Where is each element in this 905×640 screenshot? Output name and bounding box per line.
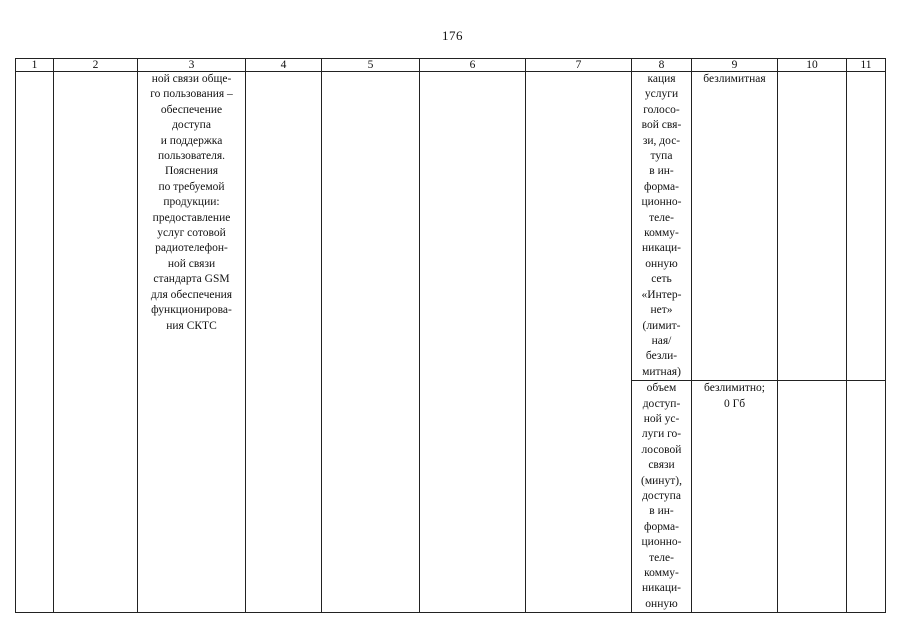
cell-col8-characteristic: [632, 72, 692, 381]
text-line: «Интер-: [641, 288, 682, 301]
column-header-6: 6: [420, 59, 526, 72]
text-line: го пользования –: [150, 88, 233, 101]
cell-col6: [420, 72, 526, 613]
specification-table: [15, 58, 886, 613]
cell-col11: [847, 72, 886, 381]
text-line: в ин-: [649, 165, 674, 178]
text-line: пользователя.: [157, 150, 226, 163]
text-line: связи: [648, 459, 675, 472]
text-line: никаци-: [642, 242, 681, 255]
text-line: доступа: [642, 489, 681, 502]
text-line: комму-: [644, 227, 679, 240]
text-line: голосо-: [643, 103, 680, 116]
cell-col10: [778, 381, 847, 613]
cell-col9-value: [692, 381, 778, 613]
column-header-7: 7: [526, 59, 632, 72]
cell-col3-description: [138, 72, 246, 613]
column-header-2: 2: [54, 59, 138, 72]
column-header-10: 10: [778, 59, 847, 72]
text-line: онную: [645, 257, 678, 270]
column-header-5: 5: [322, 59, 420, 72]
text-line: форма-: [644, 180, 679, 193]
text-line: форма-: [644, 520, 679, 533]
cell-col1: [16, 72, 54, 613]
text-line: ния СКТС: [166, 319, 217, 332]
text-line: нет»: [650, 304, 673, 317]
text-line: теле-: [649, 211, 674, 224]
text-line: функционирова-: [151, 304, 232, 317]
column-header-9: 9: [692, 59, 778, 72]
text-line: ная/: [651, 334, 672, 347]
text-line: доступ-: [642, 397, 681, 410]
text-line: ной ус-: [643, 412, 680, 425]
column-header-3: 3: [138, 59, 246, 72]
column-header-8: 8: [632, 59, 692, 72]
cell-col10: [778, 72, 847, 381]
text-line: 0 Гб: [723, 397, 746, 410]
text-line: объем: [646, 382, 677, 395]
text-line: тупа: [650, 150, 673, 163]
cell-col5: [322, 72, 420, 613]
text-line: и поддержка: [160, 134, 223, 147]
text-line: безлимитная: [703, 73, 766, 85]
text-line: по требуемой: [158, 180, 225, 193]
text-line: ной связи: [167, 257, 216, 270]
text-line: стандарта GSM: [153, 273, 230, 286]
text-line: радиотелефон-: [155, 242, 228, 255]
text-line: услуг сотовой: [157, 227, 226, 240]
text-line: Пояснения: [164, 165, 219, 178]
cell-col2: [54, 72, 138, 613]
table-row: [16, 72, 886, 381]
text-line: зи, дос-: [642, 134, 681, 147]
text-line: предоставление: [152, 211, 231, 224]
text-line: никаци-: [642, 582, 681, 595]
cell-col7: [526, 72, 632, 613]
text-line: сеть: [651, 273, 672, 286]
text-line: митная): [642, 365, 681, 378]
text-line: кация: [647, 73, 676, 85]
cell-col9-value: [692, 72, 778, 381]
cell-col11: [847, 381, 886, 613]
text-line: ционно-: [641, 196, 682, 209]
text-line: луги го-: [641, 428, 682, 441]
text-line: доступа: [172, 119, 211, 132]
text-line: онную: [645, 597, 678, 610]
text-line: безли-: [645, 350, 678, 363]
header-row: [16, 59, 886, 72]
text-line: (лимит-: [642, 319, 681, 332]
text-line: (минут),: [641, 474, 682, 487]
column-header-4: 4: [246, 59, 322, 72]
cell-col8-characteristic: [632, 381, 692, 613]
text-line: для обеспечения: [150, 288, 233, 301]
text-line: ной связи обще-: [151, 73, 232, 85]
cell-col4: [246, 72, 322, 613]
text-line: услуги: [644, 88, 679, 101]
text-line: вой свя-: [641, 119, 682, 132]
text-line: комму-: [644, 567, 679, 579]
text-line: безлимитно;: [704, 382, 765, 395]
text-line: обеспечение: [160, 103, 223, 116]
column-header-11: 11: [847, 59, 886, 72]
page-number: 176: [442, 28, 463, 43]
text-line: в ин-: [649, 505, 674, 518]
text-line: теле-: [649, 551, 674, 564]
text-line: лосовой: [641, 443, 682, 456]
text-line: продукции:: [163, 196, 220, 209]
column-header-1: 1: [16, 59, 54, 72]
text-line: ционно-: [641, 536, 682, 549]
